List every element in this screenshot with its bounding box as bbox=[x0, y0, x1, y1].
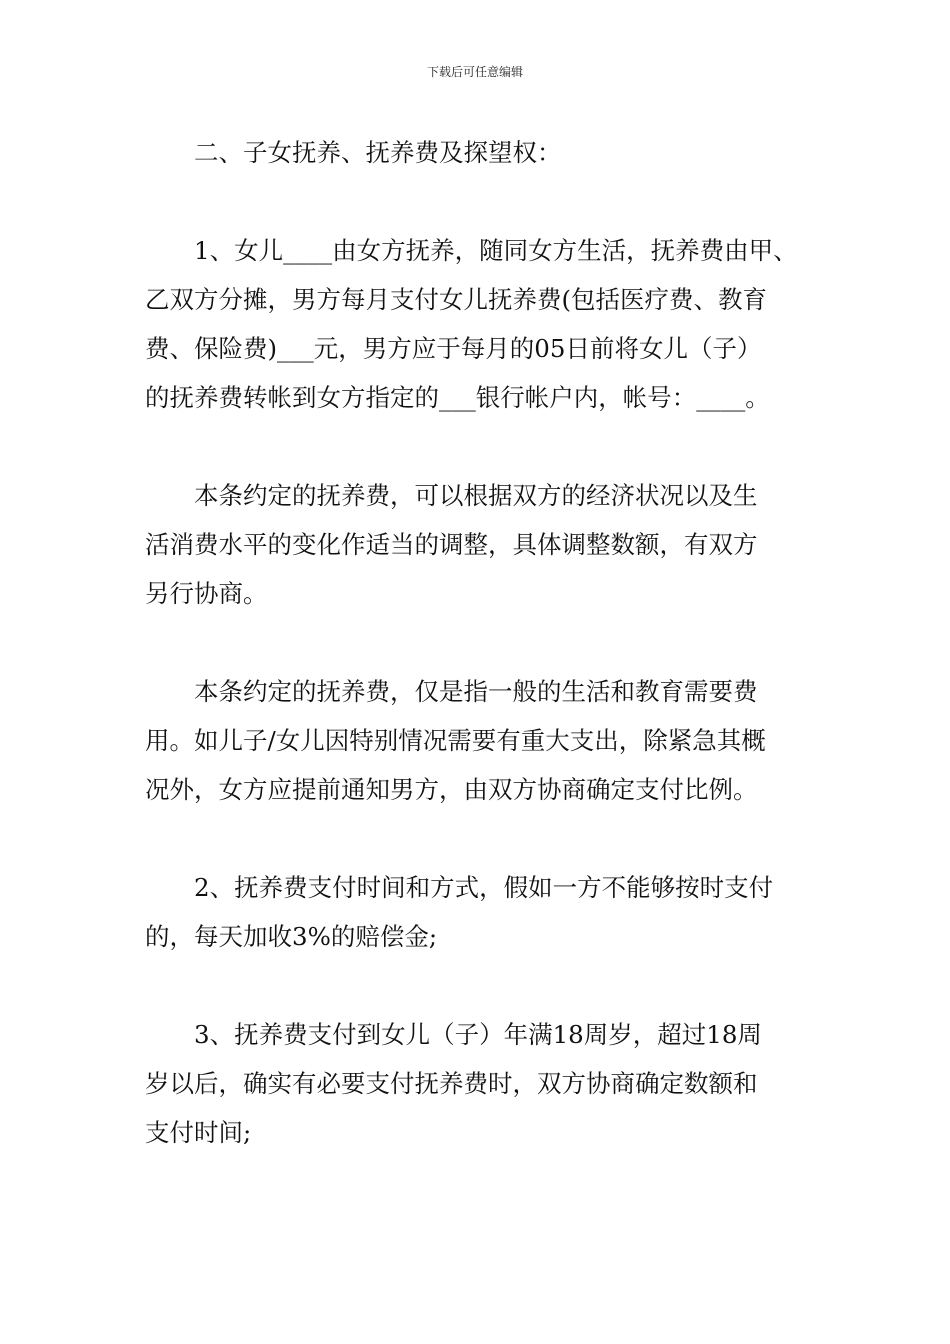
paragraph-4-line-1: 2、抚养费支付时间和方式，假如一方不能够按时支付 bbox=[194, 873, 774, 902]
paragraph-gap bbox=[145, 177, 810, 226]
paragraph-1-line-2: 乙双方分摊，男方每月支付女儿抚养费(包括医疗费、教育 bbox=[145, 285, 768, 314]
paragraph-3-line-2: 用。如儿子/女儿因特别情况需要有重大支出，除紧急其概 bbox=[145, 726, 766, 755]
paragraph-5-line-2: 岁以后，确实有必要支付抚养费时，双方协商确定数额和 bbox=[145, 1069, 758, 1098]
paragraph-4 bbox=[145, 863, 810, 961]
paragraph-5 bbox=[145, 1010, 810, 1157]
paragraph-gap bbox=[145, 814, 810, 863]
paragraph-2-line-3: 另行协商。 bbox=[145, 579, 268, 608]
paragraph-1-line-3: 费、保险费)___元，男方应于每月的05日前将女儿（子） bbox=[145, 334, 762, 363]
paragraph-4-line-2: 的，每天加收3%的赔偿金; bbox=[145, 922, 438, 951]
document-body bbox=[145, 128, 810, 1157]
header-note: 下载后可任意编辑 bbox=[426, 65, 523, 79]
paragraph-1-line-1: 1、女儿____由女方抚养，随同女方生活，抚养费由甲、 bbox=[194, 236, 798, 265]
paragraph-2 bbox=[145, 471, 810, 618]
section-title bbox=[145, 128, 810, 177]
paragraph-3 bbox=[145, 667, 810, 814]
paragraph-gap bbox=[145, 618, 810, 667]
paragraph-5-line-1: 3、抚养费支付到女儿（子）年满18周岁，超过18周 bbox=[194, 1020, 762, 1049]
paragraph-2-line-1: 本条约定的抚养费，可以根据双方的经济状况以及生 bbox=[194, 481, 758, 510]
paragraph-3-line-3: 况外，女方应提前通知男方，由双方协商确定支付比例。 bbox=[145, 775, 758, 804]
paragraph-3-line-1: 本条约定的抚养费，仅是指一般的生活和教育需要费 bbox=[194, 677, 758, 706]
paragraph-1-line-4: 的抚养费转帐到女方指定的___银行帐户内，帐号：____。 bbox=[145, 383, 770, 412]
paragraph-5-line-3: 支付时间; bbox=[145, 1118, 252, 1147]
paragraph-gap bbox=[145, 961, 810, 1010]
paragraph-2-line-2: 活消费水平的变化作适当的调整，具体调整数额，有双方 bbox=[145, 530, 758, 559]
section-title-text: 二、子女抚养、抚养费及探望权： bbox=[194, 138, 562, 167]
paragraph-gap bbox=[145, 422, 810, 471]
paragraph-1 bbox=[145, 226, 810, 422]
